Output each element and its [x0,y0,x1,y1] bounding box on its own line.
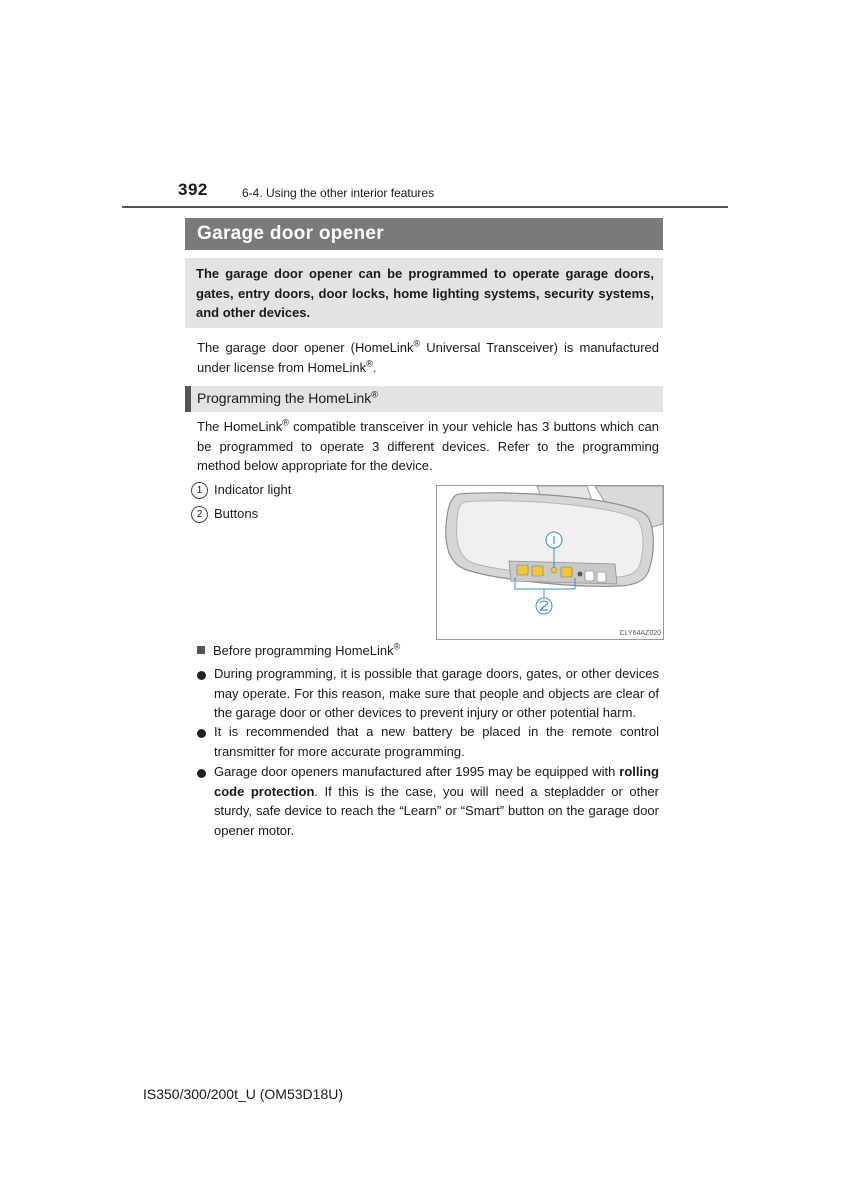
title-bar [185,218,663,250]
intro-box [185,258,663,328]
square-bullet-icon [197,646,205,654]
callout-label-indicator-light: Indicator light [214,482,292,497]
mirror-illustration [436,485,664,640]
callout-number-2: 2 [191,506,208,523]
callout-label-buttons: Buttons [214,506,259,521]
paragraph-programming: The HomeLink® compatible transceiver in your vehicle has 3 buttons which can be programmed to operate 3 different devices. Refer to the programming method below appropriate for the device. [197,417,660,473]
page-number: 392 [178,180,208,199]
page-title: Garage door opener [197,223,384,244]
intro-text: The garage door opener can be programmed to operate garage doors, gates, entry doors, door locks, home lighting systems, security systems, and other devices. [196,266,654,320]
bullet-dot-icon [197,769,206,778]
section-label: 6-4. Using the other interior features [242,186,435,200]
footer-model-code: IS350/300/200t_U (OM53D18U) [143,1086,343,1102]
list-item: During programming, it is possible that garage doors, gates, or other devices may operate. For this reason, make sure that people and objects are clear of the garage door or other devices to prevent injury or other potential harm. [197,664,659,723]
subheading-accent [185,386,191,412]
before-programming-heading: Before programming HomeLink® [197,643,400,658]
bullet-dot-icon [197,729,206,738]
subheading-bar [185,386,663,412]
bullet-dot-icon [197,671,206,680]
list-item: It is recommended that a new battery be placed in the remote control transmitter for more accurate programming. [197,722,659,761]
callout-number-1: 1 [191,482,208,499]
rearview-mirror-drawing [437,486,663,639]
figure-code: CLY64AZ020 [619,630,661,637]
subheading: Programming the HomeLink® [197,389,378,406]
header-rule [122,206,728,208]
paragraph-homelink-license: The garage door opener (HomeLink® Universal Transceiver) is manufactured under license from HomeLink®. [197,338,659,375]
list-item: Garage door openers manufactured after 1995 may be equipped with rolling code protection. If this is the case, you will need a stepladder or other sturdy, safe device to reach the “Learn” or “Smart” button on the garage door opener motor. [197,762,659,840]
